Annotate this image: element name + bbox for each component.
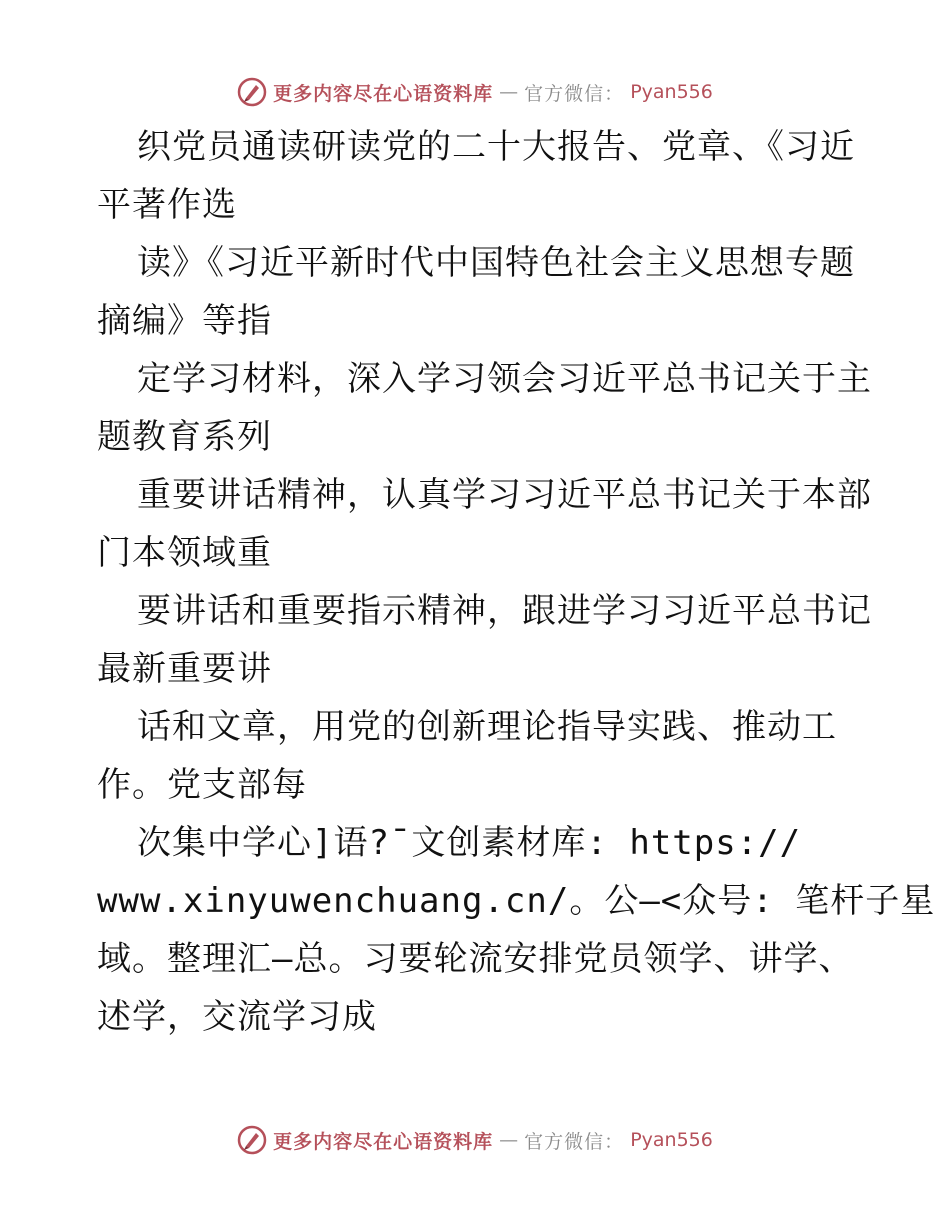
watermark-separator: — xyxy=(499,81,519,103)
body-line: www.xinyuwenchuang.cn/。公—<众号: 笔杆子星 xyxy=(97,881,936,921)
body-line: 话和文章，用党的创新理论指导实践、推动工 xyxy=(137,707,837,747)
body-line: 次集中学心]语?¯文创素材库: https:// xyxy=(137,823,802,863)
document-body xyxy=(97,118,936,1046)
body-line: 述学，交流学习成 xyxy=(97,997,377,1037)
watermark-separator: — xyxy=(499,1129,519,1151)
body-line: 最新重要讲 xyxy=(97,649,272,689)
watermark-account-id: Pyan556 xyxy=(630,81,713,103)
watermark-brand: 更多内容尽在心语资料库 xyxy=(273,82,494,105)
pen-nib-logo-icon xyxy=(237,77,267,107)
watermark-official-label: 官方微信： xyxy=(524,82,625,105)
body-line: 定学习材料，深入学习领会习近平总书记关于主 xyxy=(137,359,872,399)
pen-nib-logo-icon xyxy=(237,1125,267,1155)
body-line: 织党员通读研读党的二十大报告、党章、《习近 xyxy=(137,127,855,167)
body-line: 域。整理汇—总。习要轮流安排党员领学、讲学、 xyxy=(97,939,854,979)
body-line: 作。党支部每 xyxy=(97,765,307,805)
header-watermark xyxy=(0,72,950,112)
footer-watermark xyxy=(0,1120,950,1160)
body-line: 读》《习近平新时代中国特色社会主义思想专题 xyxy=(137,243,855,283)
body-line: 题教育系列 xyxy=(97,417,272,457)
body-line: 要讲话和重要指示精神，跟进学习习近平总书记 xyxy=(137,591,872,631)
body-line: 重要讲话精神，认真学习习近平总书记关于本部 xyxy=(137,475,872,515)
body-line: 平著作选 xyxy=(97,185,237,225)
watermark-brand: 更多内容尽在心语资料库 xyxy=(273,1130,494,1153)
body-line: 摘编》等指 xyxy=(97,301,272,341)
watermark-official-label: 官方微信： xyxy=(524,1130,625,1153)
watermark-account-id: Pyan556 xyxy=(630,1129,713,1151)
body-line: 门本领域重 xyxy=(97,533,272,573)
